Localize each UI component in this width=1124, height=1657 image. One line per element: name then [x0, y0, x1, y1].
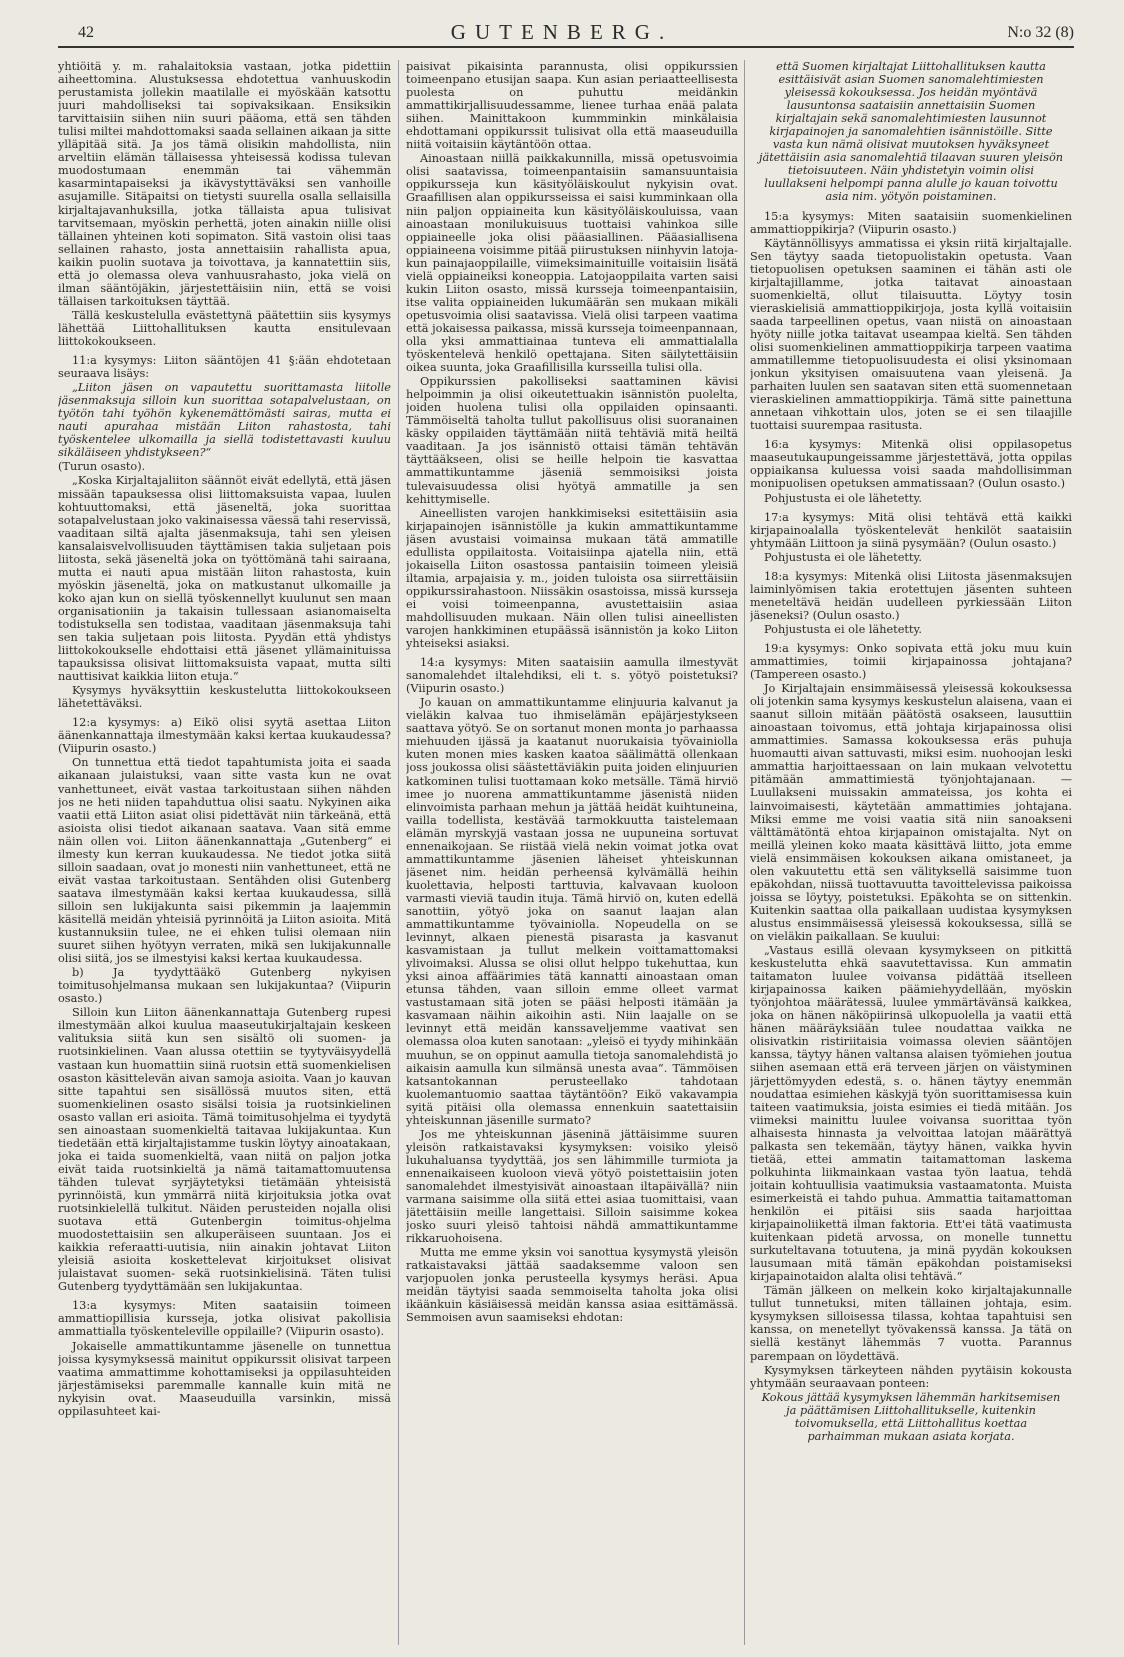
paragraph: Tämän jälkeen on melkein koko kirjaltajakunnalle tullut tunnetuksi, miten tällainen johtaja, esim. kysymyksen silloisessa tilassa, kohtaa tapahtuisi sen kanssa, on menetellyt työvakenssä kanssa. Ja tätä on siellä kestänyt lähemmäs 7 vuotta. Parannus parempaan on löydettävä. — [750, 1284, 1072, 1363]
column-3 — [750, 60, 1072, 1645]
paragraph: „Koska Kirjaltajaliiton säännöt eivät edellytä, että jäsen missään tapauksessa olisi liittomaksuista vapaa, luulen kohtuuttomaksi, että jäseneltä, joka suorittaa sotapalvelustaan joko vakinaisessa väessä tahi reservissä, vaaditaan siltä ajalta jäsenmaksuja, tahi sen yleisen kansalaisvelvollisuuden täyttämisen takia suljetaan pois liitosta, sekä jäseneltä joka on työttömänä tahi sairaana, mutta ei nauti apua mistään liiton rahastosta, kuin myöskin jäseneltä, joka on matkustanut ulkomaille ja koko ajan kun on siellä työskennellyt kuulunut sen maan organisationiin ja takaisin tullessaan asianomaiselta todistuksella sen todistaa, vaaditaan jäsenmaksuja tahi sen takia suljetaan pois liitosta. Pyydän että yhdistys liittokokoukselle ehdottaisi että jäsenet yllämainituissa tapauksissa olisivat liittomaksuista vapaat, mutta silti nauttisivat kaikkia liiton etuja.“ — [58, 474, 391, 684]
paragraph: Mutta me emme yksin voi sanottua kysymystä yleisön ratkaistavaksi jättää saadaksemme valoon sen varjopuolen jonka perusteella kysymys heräsi. Apua meidän täytyisi saada semmoiselta taholta joka olisi ikäänkuin käsiäisessä meidän kanssa asiaa esittämässä. Semmoisen avun saamiseksi ehdotan: — [406, 1246, 738, 1325]
column-divider — [398, 60, 399, 1645]
paragraph: Aineellisten varojen hankkimiseksi esitettäisiin asia kirjapainojen isännistölle ja kukin ammattikuntamme jäsen avustaisi voimainsa mukaan tätä ammatille edullista oppilaitosta. Voitaisiinpa ajatella niin, että jokaisella Liiton osastossa pantaisiin toimeen yleisiä iltamia, arpajaisia y. m., joiden tuloista osa siirrettäisiin oppikurssirahastoon. Niissäkin osastoissa, missä kursseja ei voisi toimeenpanna, avustettaisiin asiaa mahdollisuuden mukaan. Näin ollen tulisi aineellisten varojen hankkiminen etupäässä isännistön ja koko Liiton yhteiseksi asiaksi. — [406, 506, 738, 651]
paragraph: Kokous jättää kysymyksen lähemmän harkitsemisen ja päättämisen Liittohallitukselle, kuitenkin toivomuksella, että Liittohallitus koettaa parhaimman mukaan asiata korjata. — [761, 1390, 1061, 1443]
paragraph: Jokaiselle ammattikuntamme jäsenelle on tunnettua joissa kysymyksessä mainitut oppikurssit olisivat tarpeen vaatima ammattimme kohottamiseksi ja oppilasuhteiden järjestämiseksi paremmalle kannalle kuin mitä ne nykyisin ovat. Maaseuduilla varsinkin, missä oppilasuhteet kai- — [58, 1339, 391, 1418]
paragraph: Pohjustusta ei ole lähetetty. — [764, 550, 922, 564]
paragraph: b) Ja tyydyttääkö Gutenberg nykyisen toimitusohjelmansa mukaan sen lukijakuntaa? (Viipurin osasto.) — [58, 966, 391, 1006]
page-header — [50, 20, 1074, 48]
paragraph: Käytännöllisyys ammatissa ei yksin riitä kirjaltajalle. Sen täytyy saada tietopuolistakin opetusta. Vaan tietopuolisen opetuksen saaminen ei tähän asti ole kirjaltajillamme, jotka taitavat ainoastaan suomenkieltä, ollut tilaisuutta. Löytyy tosin vieraskielisiä ammattioppikirjoja, josta kyllä voitaisiin saada tarpeellinen opetus, vaan niistä on ainoastaan hyöty niille jotka taitavat useampaa kieltä. Sen tähden olisi suomenkielinen ammattioppikirja tarpeen vaatima ammatillemme tietopuolisuudesta ei olisi yksinomaan jonkun yksityisen omaisuutena vaan yleisenä. Ja parhaiten luulen sen saatavan siten että suomennetaan vieraskielinen ammattioppikirja. Tämä sitte painettuna annetaan vihkottain ulos, joten se ei sen tilaajille tuottaisi suurempaa rasitusta. — [750, 236, 1072, 433]
paragraph: 16:a kysymys: Mitenkä olisi oppilasopetus maaseutukaupungeissamme järjestettävä, jotta oppilas oppiaikansa kuluessa voisi saada mahdollisimman monipuolisen opetuksen ammatissaan? (Oulun osasto.) — [750, 438, 1072, 491]
paragraph: 11:a kysymys: Liiton sääntöjen 41 §:ään ehdotetaan seuraava lisäys: — [58, 354, 391, 381]
paragraph: Silloin kun Liiton äänenkannattaja Gutenberg rupesi ilmestymään alkoi kuulua maaseutukirjaltajain keskeen valituksia siitä kun sen sisältö oli suomen- ja ruotsinkielinen. Vaan alussa otettiin se tyytyväisyydellä vastaan kun huomattiin siinä ruotsin että suomenkielisen osaston käsittelevän aivan samoja asioita. Vaan jo kauvan sitte tapahtui sen sisällössä muutos siten, että suomenkielinen osasto sisälsi toisia ja ruotsinkielinen osasto vallan eri asioita. Tämä toimitusohjelma ei tyydytä sen ainoastaan suomenkieltä taitavaa lukijakuntaa. Kun tiedetään että kirjaltajistamme tuskin löytyy ainoatakaan, joka ei taida suomenkieltä, vaan niitä on paljon jotka eivät taida ruotsinkieltä ja nämä taitamattomuutensa tähden tulevat syrjäytetyksi tietämään yhteisistä pyrinnöistä, kun ymmärrä niitä kirjoituksia jotka ovat ruotsinkielellä tulkitut. Näiden perusteiden nojalla olisi suotava että Gutenbergin toimitus-ohjelma muodostettaisiin sen alkuperäiseen suuntaan. Jos ei kaikkia referaatti-uutisia, niin ainakin johtavat Liiton yleisiä asioita koskettelevat kirjoitukset olisivat julaistavat suomen- sekä ruotsinkielisinä. Täten tulisi Gutenberg tyydyttämään sen lukijakuntaa. — [58, 1006, 391, 1294]
paragraph: paisivat pikaisinta parannusta, olisi oppikurssien toimeenpano etusijan saapa. Kun asian periaatteellisesta puolesta on puhuttu meidänkin ammattikirjallisuudessamme, lienee turhaa enää palata siihen. Mainittakoon kummminkin minkälaisia ehdottamani oppikurssit tulisivat olla että maaseuduilla niitä voitaisiin käytäntöön ottaa. — [406, 60, 738, 152]
paragraph: 12:a kysymys: a) Eikö olisi syytä asettaa Liiton äänenkannattaja ilmestymään kaksi kertaa kuukaudessa? (Viipurin osasto.) — [58, 716, 391, 756]
paragraph: 14:a kysymys: Miten saataisiin aamulla ilmestyvät sanomalehdet iltalehdiksi, eli t. s. yötyö poistetuksi? (Viipurin osasto.) — [406, 656, 738, 696]
paragraph: 19:a kysymys: Onko sopivata että joku muu kuin ammattimies, toimii kirjapainossa johtajana? (Tampereen osasto.) — [750, 641, 1072, 682]
column-1 — [58, 60, 391, 1645]
paragraph: 17:a kysymys: Mitä olisi tehtävä että kaikki kirjapainoalalla työskentelevät henkilöt saataisiin yhtymään Liittoon ja siinä pysymään? (Oulun osasto.) — [750, 510, 1072, 550]
paragraph: 13:a kysymys: Miten saataisiin toimeen ammattiopillisia kursseja, jotka olisivat pakollisia ammattialla työskenteleville oppilaille? (Viipurin osasto). — [58, 1299, 391, 1339]
column-2 — [406, 60, 738, 1645]
header-rule — [58, 46, 1074, 48]
page-number: 42 — [78, 24, 94, 41]
paragraph: Tällä keskustelulla evästettynä päätettiin siis kysymys lähettää Liittohallituksen kautta ensitulevaan liittokokoukseen. — [58, 308, 391, 348]
issue-number: N:o 32 (8) — [1007, 24, 1074, 41]
paragraph: että Suomen kirjaltajat Liittohallituksen kautta esittäisivät asian Suomen sanomalehtimiesten yleisessä kokouksessa. Jos heidän myöntävä lausuntonsa saataisiin annettaisiin Suomen kirjaltajain sekä sanomalehtimiesten lausunnot kirjapainojen ja sanomalehtien isännistöille. Sitte vasta kun nämä olisivat muutoksen hyväksyneet jätettäisiin asia sanomalehtiä tilaavan suuren yleisön tietoisuuteen. Näin yhdistetyin voimin olisi luullakseni helpompi panna alulle jo kauan toivottu asia nim. yötyön poistaminen. — [758, 60, 1064, 204]
paragraph: 15:a kysymys: Miten saataisiin suomenkielinen ammattioppikirja? (Viipurin osasto.) — [750, 209, 1072, 236]
paragraph: Oppikurssien pakolliseksi saattaminen kävisi helpoimmin ja olisi oikeutettuakin isännistön puolelta, joiden huolena tulisi olla oppilaiden opinsaanti. Tämmöiseltä taholta tullut pakollisuus olisi suoranainen käsky oppilaiden täyttämään niitä tehtäviä mitä heiltä vaaditaan. Ja jos isännistö ottaisi tämän tehtävän täyttääkseen, olisi se heille helpoin tie kasvattaa ammattikuntamme jäseniä semmoisiksi joista tulevaisuudessa olisi hyötyä ammatille ja sen kehittymiselle. — [406, 375, 738, 506]
paragraph: Jo Kirjaltajain ensimmäisessä yleisessä kokouksessa oli jotenkin sama kysymys keskustelun alaisena, vaan ei saanut silloin mitään päätöstä osakseen, lausuttiin ainoastaan toivomus, että johtaja kirjapainossa olisi ammattimies. Samassa kokouksessa eräs puhuja huomautti aivan sattuvasti, miksi esim. nuohoojan leski ammattia harjoittaessaan on lain mukaan velvotettu pitämään ammattimiestä työnjohtajanaan. — Luullakseni muissakin ammateissa, jos kohta ei lainvoimaisesti, käytetään ammattimies johtajana. Miksi emme me voisi vaatia sitä niin sanoakseni välttämätöntä ehtoa kirjapainon omistajalta. Nyt on meillä yleinen koko maata käsittävä liitto, jota emme vielä ensimmäisen kokouksen aikana omistaneet, ja olen vakuutettu että sen välityksellä saisimme tuon epäkohdan, niissä tuottavuutta tavoittelevissa paikoissa joissa se löytyy, poistetuksi. Epäkohta se on sittenkin. Kuitenkin saattaa olla paikallaan uudistaa kysymyksen alustus ensimmäisessä yleisessä kokouksessa, sillä se on vieläkin paikallaan. Se kuului: — [750, 682, 1072, 943]
masthead: GUTENBERG. — [450, 20, 674, 44]
paragraph: (Turun osasto). — [58, 460, 146, 474]
paragraph: yhtiöitä y. m. rahalaitoksia vastaan, jotka pidettiin aiheettomina. Alustuksessa ehdotettua vanhuuskodin perustamista jollekin maatilalle ei myöskään katsottu juuri mahdolliseksi tai sopivaksikaan. Ensiksikin tarvittaisiin siihen niin suuri pääoma, että sen tähden tulisi miltei mahdottomaksi saada sellainen aikaan ja sitte ylläpitää sitä. Ja jos tämä olisikin mahdollista, niin arveltiin elämän tällaisessa yhteisessä kodissa tulevan muodostumaan enemmän tai vähemmän kasarmintapaiseksi ja ikävystyttäväksi sen vanhoille asujamille. Sitäpaitsi on tietysti suurella osalla sellaisilla kirjaltajavanhuksilla, jotka tällaista apua tulisivat tarvitsemaan, myöskin perhettä, joten ainakin niille olisi tällainen yhteinen koti sopimaton. Sitä vastoin olisi taas sellainen rahasto, josta annettaisiin rahallista apua, kaikin puolin suotava ja toivottava, ja kannatettiin siis, että jo olemassa oleva vanhuusrahasto, joka vielä on ilman sääntöjäkin, järjestettäisiin niin, että se voisi tällaisen tarkoituksen täyttää. — [58, 60, 391, 308]
paragraph: „Liiton jäsen on vapautettu suorittamasta liitolle jäsenmaksuja silloin kun suorittaa sotapalvelustaan, on työtön tahi työhön kykenemättömästi sairas, mutta ei nauti apurahaa mistään Liiton rahastosta, tahi työskentelee ulkomailla ja siellä todistettavasti kuuluu sikäläiseen yhdistykseen?“ — [58, 381, 391, 460]
paragraph: Ainoastaan niillä paikkakunnilla, missä opetusvoimia olisi saatavissa, toimeenpantaisiin samansuuntaisia oppikursseja kun käsityöläiskoulut nykyisin ovat. Graafillisen alan oppikursseissa ei saisi kumminkaan olla niin paljon oppiaineita kun käsityöläiskouluissa, vaan ainoastaan monilukuisuus tuottaisi vahinkoa sille oppiaineelle joka olisi pääasiallinen. Pääasiallisena oppiaineena voisimme pitää piirustuksen niinhyvin latoja- kun painajaoppilaille, viimeksimainituille voitaisiin lisätä vielä oppiaineiksi koneoppia. Latojaoppilaita varten saisi kukin Liiton osasto, missä kursseja toimeenpantaisiin, itse valita oppiaineiden lukumäärän sen mukaan mikäli opetusvoimia olisi saatavissa. Vielä olisi tarpeen vaatima että jokaisessa paikassa, missä kursseja toimeenpannaan, olla yksi ammattiainaa tunteva eli ammattialalla työskentelevä henkilö opettajana. Siten säilytettäisiin oikea suunta, joka Graafillisilla kursseilla tulisi olla. — [406, 152, 738, 375]
paragraph: Jos me yhteiskunnan jäseninä jättäisimme suuren yleisön ratkaistavaksi kysymyksen: voisiko yleisö lukuhaluansa tyydyttää, jos sen lähimmille turmiota ja ennenaikaiseen kuoloon vievä yötyö poistettaisiin joten sanomalehdet ilmestyisivät ainoastaan iltapäivällä? niin varmana saisimme olla siitä ettei asiaa tuomittaisi, vaan jätettäisiin meille langettaisi. Silloin saisimme kokea josko suuri yleisö tahtoisi nähdä ammattikuntamme rikkaruohoisena. — [406, 1127, 738, 1246]
column-divider — [744, 60, 745, 1645]
paragraph: Jo kauan on ammattikuntamme elinjuuria kalvanut ja vieläkin kalvaa tuo ihmiselämän epäjärjestykseen saattava yötyö. Se on sortanut monen monta jo parhaassa miehuuden ijässä ja kaatanut nuorukaisia työvainiolla kuten monen mies kasken kaatoa säälimättä ollenkaan joss joukossa olisi säästettäviäkin puita joiden elinjuurien katkominen tulisi tuottamaan koko metsälle. Tämä hirviö imee jo nuorena ammattikuntamme jäsenistä niiden elinvoimista parhaan mehun ja jättää heidät kuihtuneina, vailla todellista, kestävää tarmokkuutta taistelemaan elämän myrskyjä vastaan jossa ne uupuneina sortuvat ennenaikojaan. Se riistää vielä nekin voimat jotka ovat ammattikuntamme jäsenien läheiset yhteiskunnan jäsenet nim. heidän perheensä kylvämällä heihin kuolettavia, helposti tarttuvia, kalvavaan kuoloon varmasti vieviä taudin ituja. Tämä hirviö on, kuten edellä sanottiin, yötyö joka on saanut laajan alan ammattikuntamme työvainiolla. Nopeudella on se levinnyt, alkaen pienestä pisarasta ja kasvanut kasvamistaan ja tullut melkein voittamattomaksi ylivoimaksi. Alussa se olisi ollut helppo tukehuttaa, kun yksi ainoa affäärimies tätä kannatti ainoastaan oman etunsa tähden, vaan silloin emme olleet varmat vastustamaan sitä joten se pääsi helposti itämään ja kasvamaan näihin aikoihin asti. Niin laajalle on se levinnyt että meidän kanssaveljemme vaativat sen olemassa oloa kuten sanotaan: „yleisö ei tyydy mihinkään muuhun, se on oppinut aamulla tietoja sanomalehdistä jo aikaisin aamulla kun silmänsä unesta avaa“. Tämmöisen katsantokannan perusteellako tahdotaan kuolemantuomio saattaa täytäntöön? Eikö vakavampia syitä pitäisi olla olemassa ennenkuin saatettaisiin yhteiskunnan jäsenille surmato? — [406, 696, 738, 1127]
paragraph: Kysymyksen tärkeyteen nähden pyytäisin kokousta yhtymään seuraavaan ponteen: — [750, 1363, 1072, 1390]
paragraph: 18:a kysymys: Mitenkä olisi Liitosta jäsenmaksujen laiminlyömisen takia erotettujen jäsenten suhteen meneteltävä heidän uudelleen pyrkiessään Liiton jäseneksi? (Oulun osasto.) — [750, 569, 1072, 622]
paragraph: On tunnettua että tiedot tapahtumista joita ei saada aikanaan julaistuksi, vaan sitte vasta kun ne ovat vanhettuneet, eivät vastaa tarkoitustaan siihen nähden jos ne heti niiden tapahduttua olisi saatu. Nykyinen aika vaatii että Liiton asiat olisi pidettävät niin tärkeänä, että asioista olisi tiedot aikanaan saatava. Vaan sitä emme näin ollen voi. Liiton äänenkannattaja „Gutenberg“ ei ilmesty kun kerran kuukaudessa. Ne tiedot jotka siitä silloin saadaan, ovat jo monesti niin vanhettuneet, että ne eivät vastaa tarkoitustaan. Sentähden olisi Gutenberg saatava ilmestymään kaksi kertaa kuukaudessa, sillä silloin sen lukijakunta saisi pikemmin ja laajemmin käsitellä meidän yhteisiä pyrinnöitä ja Liiton asioita. Mitä kustannuksiin tulee, ne ei ehken tulisi olemaan niin suuret siihen hyötyyn verraten, mikä sen lukijakunnalle olisi siitä, jos se ilmestyisi kaksi kertaa kuukaudessa. — [58, 756, 391, 966]
paragraph: Pohjustusta ei ole lähetetty. — [764, 622, 922, 636]
paragraph: „Vastaus esillä olevaan kysymykseen on pitkittä keskustelutta ehkä saavutettavissa. Kun ammatin taitamaton luulee voivansa pidättää itselleen kirjapainossa kaiken päämiehyydellään, myöskin työnjohtoa määrätessä, luulee ymmärtävänsä kaikkea, joka on hänen näköpiirinsä ulkopuolella ja vaatii että hänen määräyksiään tulee noudattaa vaikka ne olisivatkin ristiriitaisia voimassa olevien sääntöjen kanssa, täytyy hänen valtansa alaisen työmiehen joutua siihen asemaan että erä terveen järjen on väistyminen järjettömyyden edestä, s. o. hänen täytyy enemmän noudattaa esimiehen käskyjä työn suorittamisessa kuin taiteen vaatimuksia, joista esimies ei tiedä mitään. Jos viimeksi mainittu luulee voivansa suorittaa työn alhaisesta hinnasta ja velvoittaa latojan määrättyä palkasta sen tekemään, täytyy hänen, vaikka hyvin tietää, ettei ammatin taitamattoman laskema polkuhinta liikmainkaan vastaa työn laatua, tehdä joitain kohtuullisia vaatimuksia vastaamatonta. Muista esimerkeistä ei tahdo puhua. Ammattia taitamattoman henkilön ei pitäisi siis saada harjoittaa kirjapainoliikettä ilman faktoria. Ett'ei tätä vaatimusta kuitenkaan pidetä arvossa, on monelle tunnettu surkuteltavana totuutena, ja minä pyydän kokouksen lausumaan mitä tämän epäkohdan poistamiseksi kirjapainotaidon alalta olisi tehtävä.“ — [750, 944, 1072, 1284]
paragraph: Pohjustusta ei ole lähetetty. — [764, 491, 922, 505]
paragraph: Kysymys hyväksyttiin keskustelutta liittokokoukseen lähetettäväksi. — [58, 684, 391, 711]
